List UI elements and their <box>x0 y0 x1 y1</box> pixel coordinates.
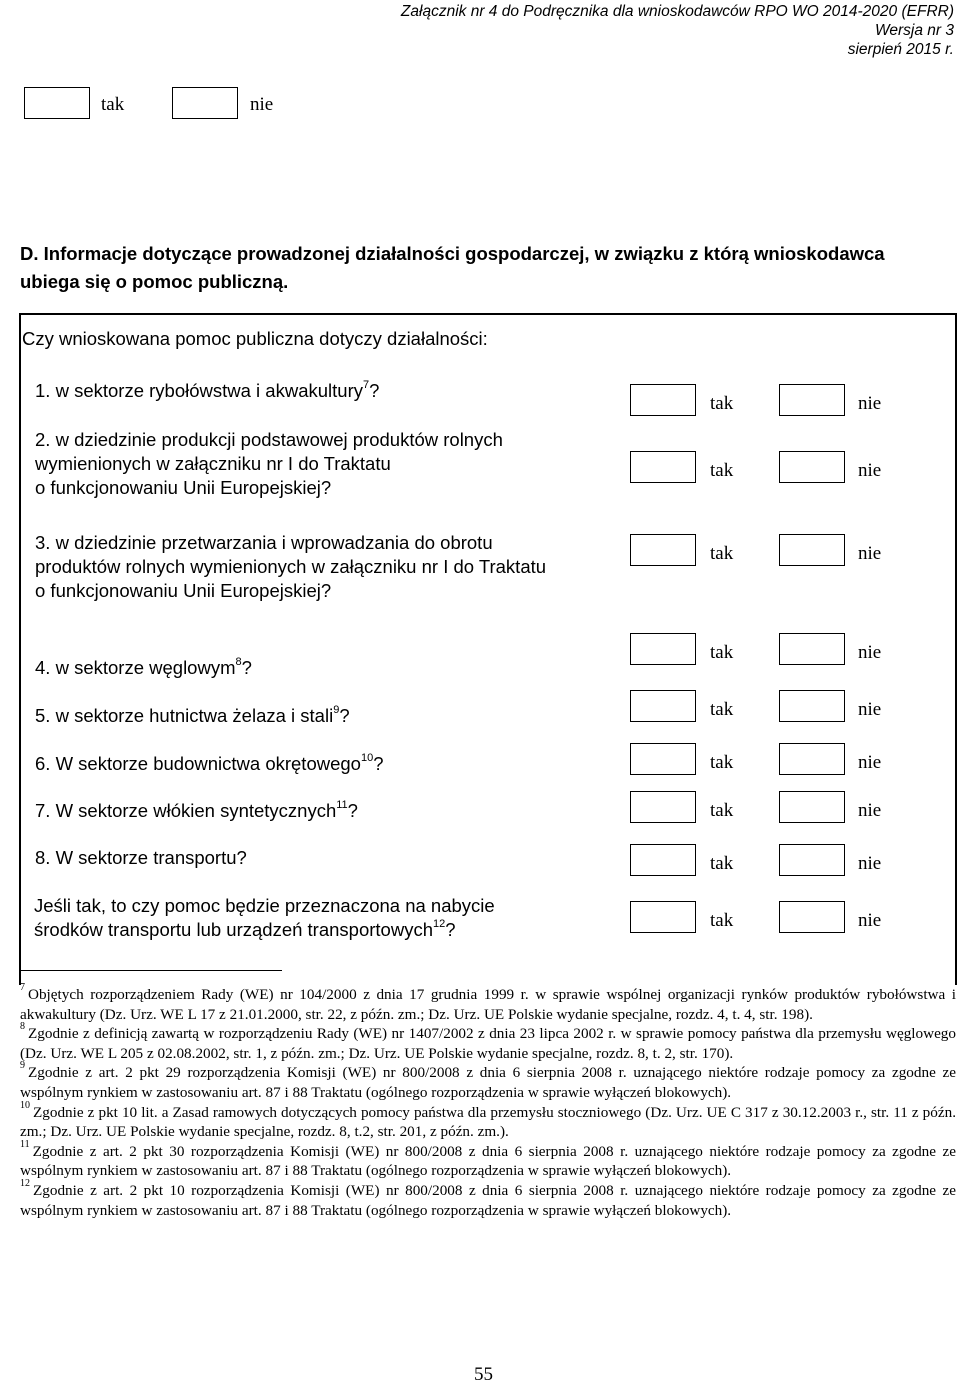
q4-yes-label: tak <box>710 642 734 663</box>
question-6-text: 6. W sektorze budownictwa okrętowego <box>35 753 361 774</box>
question-8 <box>35 846 247 870</box>
q5-no-checkbox[interactable] <box>779 690 845 722</box>
question-8-followup-line1: Jeśli tak, to czy pomoc będzie przeznaczona na nabycie <box>34 895 495 916</box>
question-8-followup-line2: środków transportu lub urządzeń transportowych$^{12}$? <box>34 917 456 940</box>
question-5-text: 5. w sektorze hutnictwa żelaza i stali <box>35 705 334 726</box>
q3-yes-label: tak <box>710 543 734 564</box>
question-4-tail: ? <box>241 657 252 678</box>
question-4 <box>35 656 252 680</box>
q6-no-label: nie <box>858 752 882 773</box>
document-header <box>401 2 954 59</box>
header-date: sierpień 2015 r. <box>847 41 954 58</box>
question-4-text: 4. w sektorze węglowym <box>35 657 236 678</box>
top-yes-label: tak <box>101 94 125 115</box>
q3-no-checkbox[interactable] <box>779 534 845 566</box>
question-1-tail: ? <box>369 380 380 401</box>
top-no-label: nie <box>250 94 274 115</box>
question-3-line2: produktów rolnych wymienionych w załączniku nr I do Traktatu <box>35 556 547 577</box>
footnote-8: $^8$ Zgodnie z definicją zawartą w rozporządzeniu Rady (WE) nr 1407/2002 z dnia 23 lipca 2002 r. w sprawie pomocy państwa dla przemysłu węglowego (Dz. Urz. WE L 205 z 02.08.2002, str. 1, z późn. zm.; Dz. Urz. UE Polskie wydanie specjalne, rozdz. 8, t. 2, str. 170). <box>20 1021 956 1062</box>
q6-no-checkbox[interactable] <box>779 743 845 775</box>
footnote-10: $^{10}$ Zgodnie z pkt 10 lit. a Zasad ramowych dotyczących pomocy państwa dla przemysłu stoczniowego (Dz. Urz. UE C 317 z 30.12.2003 r., str. 11 z późn. zm.; Dz. Urz. UE Polskie wydanie specjalne, rozdz. 8, t.2, str. 201, z późn. zm.). <box>20 1099 956 1141</box>
q3-no-label: nie <box>858 543 882 564</box>
question-3-line3: o funkcjonowaniu Unii Europejskiej? <box>35 580 332 601</box>
q8-followup-yes-checkbox[interactable] <box>630 901 696 933</box>
q4-no-checkbox[interactable] <box>779 633 845 665</box>
question-2-line3: o funkcjonowaniu Unii Europejskiej? <box>35 477 332 498</box>
q8-followup-yes-label: tak <box>710 910 734 931</box>
frame-top-border <box>20 313 956 315</box>
q2-yes-checkbox[interactable] <box>630 451 696 483</box>
footnote-9: $^9$ Zgodnie z art. 2 pkt 29 rozporządzenia Komisji (WE) nr 800/2008 z dnia 6 sierpnia 2008 r. uznającego niektóre rodzaje pomocy za zgodne ze wspólnym rynkiem w zastosowaniu art. 87 i 88 Traktatu (ogólnego rozporządzenia w sprawie wyłączeń blokowych). <box>20 1060 956 1101</box>
footnote-separator <box>20 970 282 971</box>
q2-no-checkbox[interactable] <box>779 451 845 483</box>
q5-yes-checkbox[interactable] <box>630 690 696 722</box>
section-heading <box>20 240 955 296</box>
frame-left-border <box>19 313 21 985</box>
q8-no-label: nie <box>858 853 882 874</box>
q1-yes-label: tak <box>710 393 734 414</box>
q2-no-label: nie <box>858 460 882 481</box>
question-6 <box>35 752 384 776</box>
q1-no-label: nie <box>858 393 882 414</box>
q8-followup-no-checkbox[interactable] <box>779 901 845 933</box>
footnote-ref-12: 12 <box>432 917 446 930</box>
q7-no-checkbox[interactable] <box>779 791 845 823</box>
header-annex-title: Załącznik nr 4 do Podręcznika dla wnioskodawców RPO WO 2014-2020 (EFRR) <box>400 3 954 20</box>
q8-no-checkbox[interactable] <box>779 844 845 876</box>
question-3 <box>35 531 546 603</box>
footnote-ref-8: 8 <box>235 655 242 668</box>
question-1 <box>35 379 379 403</box>
footnote-ref-9: 9 <box>333 703 340 716</box>
section-heading-line1: D. Informacje dotyczące prowadzonej działalności gospodarczej, w związku z którą wnioskodawca <box>20 243 885 264</box>
question-2-line2: wymienionych w załączniku nr I do Traktatu <box>35 453 391 474</box>
q4-yes-checkbox[interactable] <box>630 633 696 665</box>
footnote-ref-7: 7 <box>362 378 370 391</box>
page-number: 55 <box>474 1364 493 1385</box>
intro-question: Czy wnioskowana pomoc publiczna dotyczy działalności: <box>22 328 488 349</box>
section-heading-line2: ubiega się o pomoc publiczną. <box>20 271 289 292</box>
footnote-7: $^7$ Objętych rozporządzeniem Rady (WE) nr 104/2000 z dnia 17 grudnia 1999 r. w sprawie wspólnej organizacji rynków produktów rybołówstwa i akwakultury (Dz. Urz. WE L 17 z 21.01.2000, str. 22, z późn. zm.; Dz. Urz. UE Polskie wydanie specjalne, rozdz. 4, t. 4, str. 198). <box>20 981 956 1023</box>
question-5-tail: ? <box>339 705 350 726</box>
footnotes <box>20 981 956 1220</box>
top-no-checkbox[interactable] <box>172 87 238 119</box>
question-2-line1: 2. w dziedzinie produkcji podstawowej produktów rolnych <box>35 429 503 450</box>
q1-no-checkbox[interactable] <box>779 384 845 416</box>
header-version: Wersja nr 3 <box>875 22 954 39</box>
q5-yes-label: tak <box>710 699 734 720</box>
q3-yes-checkbox[interactable] <box>630 534 696 566</box>
footnote-12: $^{12}$ Zgodnie z art. 2 pkt 10 rozporządzenia Komisji (WE) nr 800/2008 z dnia 6 sierpnia 2008 r. uznającego niektóre rodzaje pomocy za zgodne ze wspólnym rynkiem w zastosowaniu art. 87 i 88 Traktatu (ogólnego rozporządzenia w sprawie wyłączeń blokowych). <box>20 1177 956 1219</box>
question-2 <box>35 428 503 500</box>
q7-no-label: nie <box>858 800 882 821</box>
top-yes-checkbox[interactable] <box>24 87 90 119</box>
question-8-text: 8. W sektorze transportu? <box>35 847 247 868</box>
question-7-text: 7. W sektorze włókien syntetycznych <box>35 800 337 821</box>
q8-followup-no-label: nie <box>858 910 882 931</box>
question-6-tail: ? <box>373 753 384 774</box>
q6-yes-checkbox[interactable] <box>630 743 696 775</box>
q5-no-label: nie <box>858 699 882 720</box>
q2-yes-label: tak <box>710 460 734 481</box>
question-7-tail: ? <box>347 800 358 821</box>
q7-yes-label: tak <box>710 800 734 821</box>
question-7 <box>35 799 358 823</box>
q1-yes-checkbox[interactable] <box>630 384 696 416</box>
footnote-ref-11: 11 <box>336 798 348 811</box>
q7-yes-checkbox[interactable] <box>630 791 696 823</box>
q6-yes-label: tak <box>710 752 734 773</box>
footnote-11: $^{11}$ Zgodnie z art. 2 pkt 30 rozporządzenia Komisji (WE) nr 800/2008 z dnia 6 sierpnia 2008 r. uznającego niektóre rodzaje pomocy za zgodne ze wspólnym rynkiem w zastosowaniu art. 87 i 88 Traktatu (ogólnego rozporządzenia w sprawie wyłączeń blokowych). <box>20 1138 956 1180</box>
question-5 <box>35 704 350 728</box>
footnote-ref-10: 10 <box>360 751 374 764</box>
q8-yes-label: tak <box>710 853 734 874</box>
q8-yes-checkbox[interactable] <box>630 844 696 876</box>
question-8-followup <box>34 894 495 942</box>
frame-right-border <box>955 313 957 985</box>
question-3-line1: 3. w dziedzinie przetwarzania i wprowadzania do obrotu <box>35 532 493 553</box>
question-1-text: 1. w sektorze rybołówstwa i akwakultury <box>35 380 363 401</box>
q4-no-label: nie <box>858 642 882 663</box>
